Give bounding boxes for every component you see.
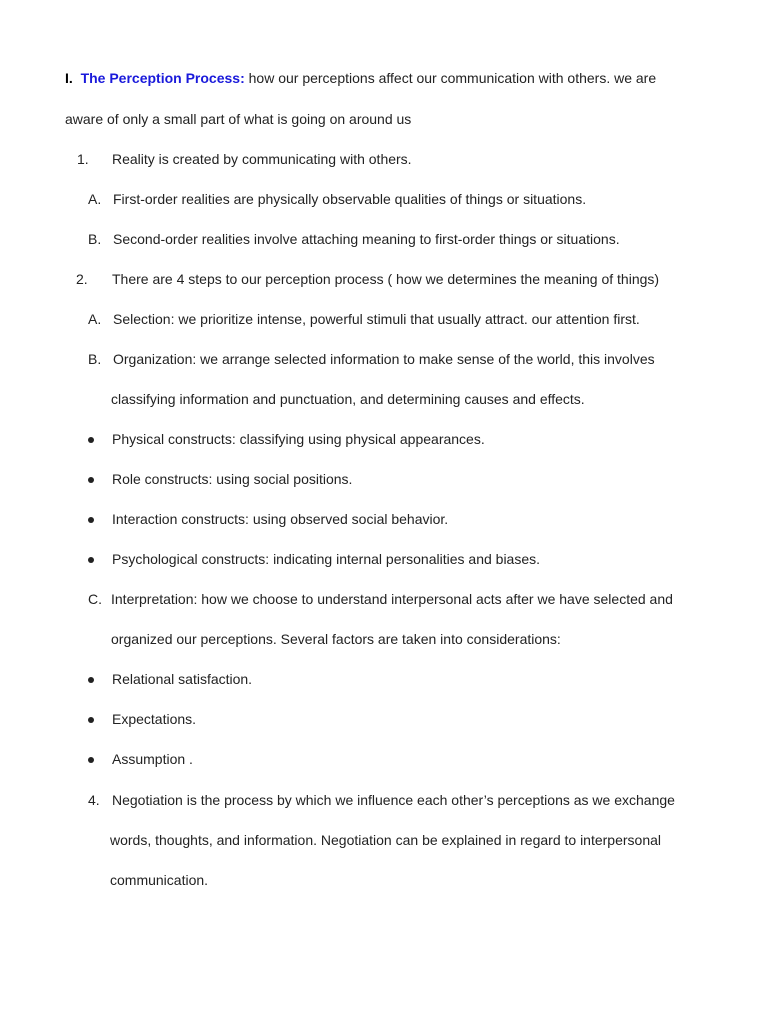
bullet-dot — [88, 437, 94, 443]
bullet-dot — [88, 557, 94, 563]
bullet-dot — [88, 677, 94, 683]
list-item-2-text: There are 4 steps to our perception process ( how we determines the meaning of things) — [112, 271, 660, 287]
list-marker-2a: A. — [88, 311, 102, 327]
bullet-item: Role constructs: using social positions. — [112, 471, 353, 487]
list-item-1b-text: Second-order realities involve attaching meaning to first-order things or situations. — [113, 231, 620, 247]
heading-title: The Perception Process: — [80, 70, 245, 86]
list-item-4-text-line3: communication. — [110, 872, 209, 888]
bullet-dot — [88, 477, 94, 483]
heading-text-line1: how our perceptions affect our communication with others. we are — [244, 70, 657, 86]
list-item-2b-text-line1: Organization: we arrange selected information to make sense of the world, this involves — [113, 351, 655, 367]
list-marker-1a: A. — [88, 191, 102, 207]
bullet-dot — [88, 717, 94, 723]
bullet-item: Expectations. — [112, 711, 197, 727]
list-marker-1: 1. — [77, 151, 89, 167]
list-item-1-text: Reality is created by communicating with others. — [112, 151, 412, 167]
list-item-2a-text: Selection: we prioritize intense, powerful stimuli that usually attract. our attention first. — [113, 311, 640, 327]
list-marker-2: 2. — [76, 271, 88, 287]
heading-number: I. — [65, 70, 73, 86]
bullet-item: Relational satisfaction. — [112, 671, 253, 687]
list-item-4-text-line1: Negotiation is the process by which we influence each other’s perceptions as we exchange — [112, 792, 675, 808]
bullet-item: Psychological constructs: indicating internal personalities and biases. — [112, 551, 541, 567]
list-marker-1b: B. — [88, 231, 102, 247]
bullet-item: Assumption . — [112, 751, 193, 767]
list-item-2b-text-line2: classifying information and punctuation, and determining causes and effects. — [111, 391, 585, 407]
list-marker-2c: C. — [88, 591, 102, 607]
bullet-dot — [88, 757, 94, 763]
list-item-2c-text-line1: Interpretation: how we choose to understand interpersonal acts after we have selected and — [111, 591, 673, 607]
bullet-dot — [88, 517, 94, 523]
list-marker-2b: B. — [88, 351, 102, 367]
list-item-4-text-line2: words, thoughts, and information. Negotiation can be explained in regard to interpersonal — [110, 832, 662, 848]
section-heading — [65, 69, 656, 87]
heading-text-line2: aware of only a small part of what is going on around us — [65, 111, 412, 127]
list-marker-4: 4. — [88, 792, 100, 808]
list-item-2c-text-line2: organized our perceptions. Several factors are taken into considerations: — [111, 631, 561, 647]
list-item-1a-text: First-order realities are physically observable qualities of things or situations. — [113, 191, 587, 207]
bullet-item: Physical constructs: classifying using physical appearances. — [112, 431, 485, 447]
bullet-item: Interaction constructs: using observed social behavior. — [112, 511, 449, 527]
